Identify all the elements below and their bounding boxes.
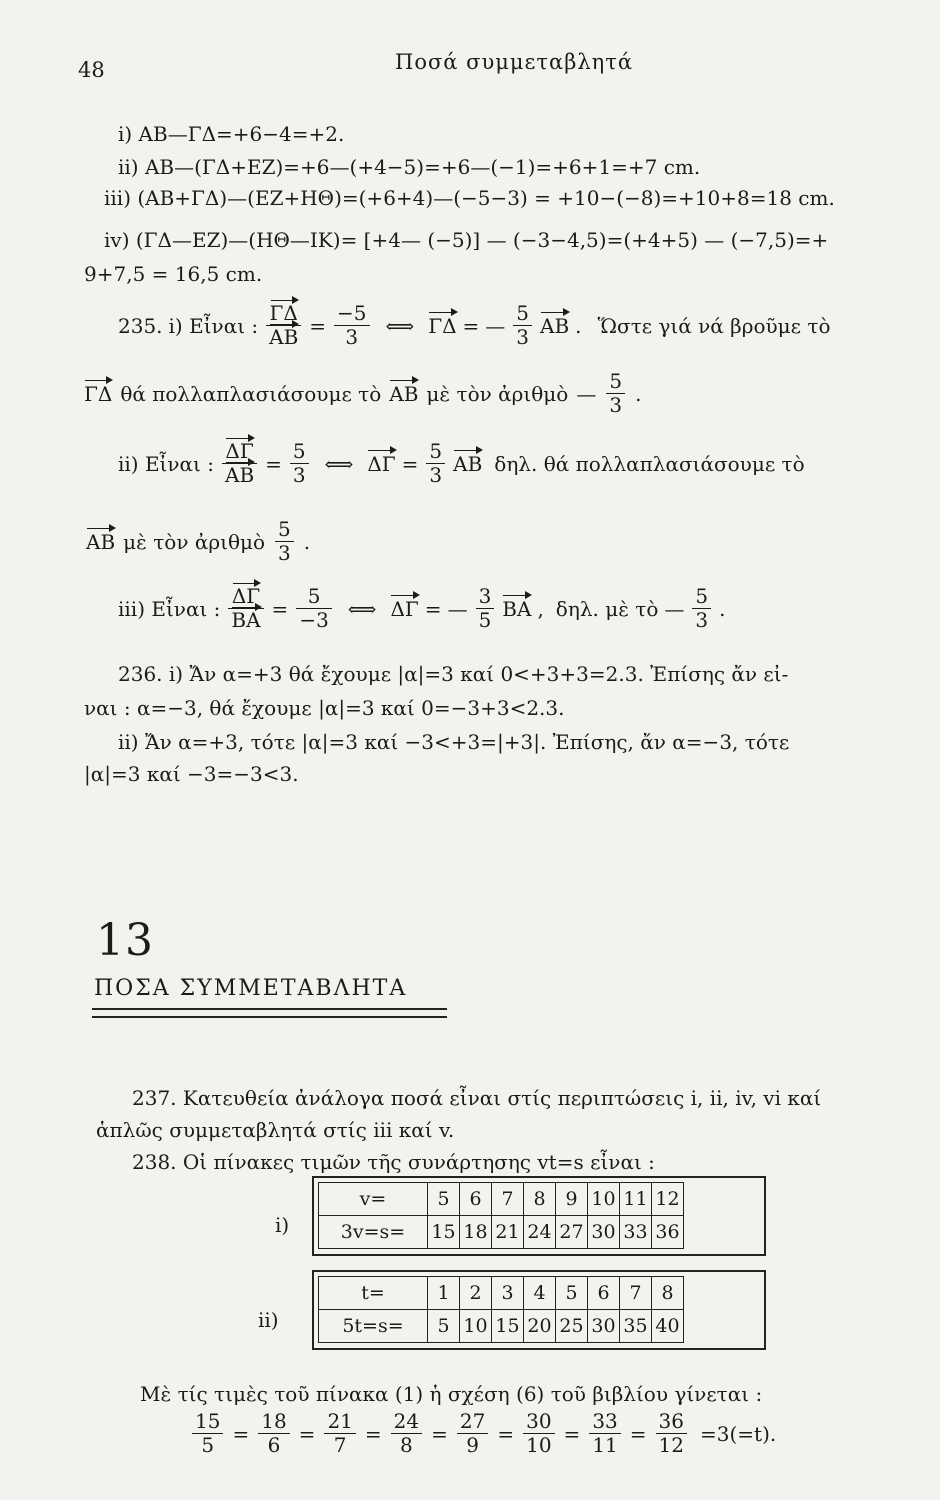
table-cell: 15 [428, 1216, 460, 1249]
ex235-i-prefix: i) Εἶναι : [168, 313, 259, 338]
fraction-5-3: $\frac{5}{3}$ [692, 585, 711, 632]
ex235-ii-cont: AB μὲ τὸν ἀριθμὸ $\frac{5}{3}$ . [86, 517, 311, 565]
chapter-title: ΠΟΣΑ ΣΥΜΜΕΤΑΒΛΗΤΑ [94, 976, 408, 1001]
table-head: 3v=s= [319, 1216, 428, 1249]
table-cell: 10 [588, 1183, 620, 1216]
ex235-iii-text1: δηλ. μὲ τὸ [555, 596, 659, 621]
ex236-i-text: i) Ἄν α=+3 θά ἔχουμε |α|=3 καί 0<+3+3=2.3. Ἐπίσης ἄν εἰ- [168, 662, 789, 686]
value-table-ii [318, 1276, 684, 1343]
table-cell: 35 [620, 1310, 652, 1343]
iff-symbol: ⟺ [385, 313, 415, 338]
fraction-3-5: $\frac{3}{5}$ [476, 585, 495, 632]
minus-sign: — [664, 596, 685, 621]
minus-sign: — [576, 381, 597, 406]
table-cell: 7 [620, 1277, 652, 1310]
ratio-chain: $\frac{15}{5}$ = $\frac{18}{6}$ = $\frac{21}{7}$ = $\frac{24}{8}$ = $\frac{27}{9}$ = $\frac{30}{10}$ = $\frac{33}{11}$ = $\frac{36}{12}$ =3(=t). [190, 1410, 776, 1457]
table-cell: 18 [460, 1216, 492, 1249]
ex235-label: 235. [118, 313, 163, 338]
vector-dg: ΔΓ [225, 439, 254, 463]
table-ii-label: ii) [258, 1308, 279, 1332]
page-number: 48 [78, 58, 105, 82]
equals-sign: = [271, 596, 289, 621]
fraction-5-3: $\frac{5}{3}$ [290, 440, 309, 487]
table-cell: 1 [428, 1277, 460, 1310]
table-cell: 40 [652, 1310, 684, 1343]
fraction-m5-3: $\frac{-5}{3}$ [334, 302, 369, 349]
equals-sign: = [401, 451, 419, 476]
ex238-intro-text: Οἱ πίνακες τιμῶν τῆς συνάρτησης vt=s εἶναι : [182, 1150, 655, 1174]
table-row [319, 1216, 684, 1249]
ex237-label: 237. [132, 1086, 177, 1110]
ex235-ii-text2: μὲ τὸν ἀριθμὸ [123, 529, 266, 554]
table-cell: 11 [620, 1183, 652, 1216]
vector-gd: ΓΔ [269, 301, 298, 325]
vector-dg: ΔΓ [231, 584, 261, 608]
equals-sign: = [462, 313, 480, 338]
fraction-dg-ba [228, 585, 263, 632]
ratio-fraction: $\frac{30}{10}$ [523, 1410, 554, 1457]
ex235-i-text3: μὲ τὸν ἀριθμὸ [426, 381, 569, 406]
ratio-result: =3(=t). [699, 1421, 777, 1446]
iff-symbol: ⟺ [324, 451, 354, 476]
vector-ab: AB [389, 381, 419, 406]
fraction-dg-ab [222, 440, 257, 487]
ex236-label: 236. [118, 662, 163, 686]
ex236-i-line1 [118, 662, 788, 686]
table-cell: 7 [492, 1183, 524, 1216]
ex235-i-text2: θά πολλαπλασιάσουμε τὸ [120, 381, 382, 406]
table-head: v= [319, 1183, 428, 1216]
table-cell: 21 [492, 1216, 524, 1249]
minus-sign: — [447, 596, 468, 621]
solution-line-i: i) AB—ΓΔ=+6−4=+2. [118, 122, 345, 146]
ratio-fraction: $\frac{27}{9}$ [457, 1410, 488, 1457]
table-row [319, 1310, 684, 1343]
solution-line-iv-cont: 9+7,5 = 16,5 cm. [84, 262, 263, 286]
ex237-text: Κατευθεία ἀνάλογα ποσά εἶναι στίς περιπτώσεις i, ii, iv, vi καί [182, 1086, 822, 1110]
fraction-gd-ab [266, 302, 301, 349]
ex235-i-text1: Ὥστε γιά νά βροῦμε τὸ [597, 313, 831, 338]
ratio-fraction: $\frac{21}{7}$ [324, 1410, 355, 1457]
table-head: 5t=s= [319, 1310, 428, 1343]
table-cell: 15 [492, 1310, 524, 1343]
table-cell: 6 [460, 1183, 492, 1216]
equals-sign: = [265, 451, 282, 476]
ex238-intro [132, 1150, 655, 1174]
vector-dg: ΔΓ [367, 451, 396, 476]
solution-line-iv: iv) (ΓΔ—EZ)—(HΘ—IK)= [+4— (−5)] — (−3−4,5)=(+4+5) — (−7,5)=+ [104, 228, 829, 252]
table-cell: 5 [556, 1277, 588, 1310]
table-cell: 20 [524, 1310, 556, 1343]
relation-text: Μὲ τίς τιμὲς τοῦ πίνακα (1) ἡ σχέση (6) τοῦ βιβλίου γίνεται : [140, 1382, 763, 1406]
ex237-line1 [132, 1086, 821, 1110]
vector-ab: AB [453, 451, 483, 476]
table-cell: 30 [588, 1310, 620, 1343]
vector-dg: ΔΓ [390, 596, 419, 621]
chapter-underline-2 [92, 1016, 447, 1018]
running-title: Ποσά συμμεταβλητά [395, 50, 634, 74]
equals-sign: = [309, 313, 327, 338]
ratio-fraction: $\frac{24}{8}$ [391, 1410, 422, 1457]
ex237-line2: ἁπλῶς συμμεταβλητά στίς iii καί v. [96, 1118, 455, 1142]
table-cell: 3 [492, 1277, 524, 1310]
ratio-fraction: $\frac{18}{6}$ [258, 1410, 289, 1457]
ratio-fraction: $\frac{36}{12}$ [656, 1410, 687, 1457]
ex235-i: 235. i) Εἶναι : $\frac{\Gamma\Delta}{AB}$ = $\frac{-5}{3}$ ⟺ ΓΔ = — $\frac{5}{3}$ AB . Ὥστε γιά νά βροῦμε τὸ [118, 301, 831, 349]
vector-ba: BA [502, 596, 532, 621]
table-cell: 8 [652, 1277, 684, 1310]
ex236-ii-line1: ii) Ἄν α=+3, τότε |α|=3 καί −3<+3=|+3|. Ἐπίσης, ἄν α=−3, τότε [118, 730, 790, 754]
vector-ab: AB [225, 463, 255, 487]
vector-gd: ΓΔ [428, 313, 457, 338]
vector-gd: ΓΔ [84, 381, 113, 406]
chapter-number: 13 [96, 915, 154, 966]
fraction-5-3: $\frac{5}{3}$ [606, 370, 625, 417]
vector-ba: BA [231, 608, 261, 632]
vector-ab: AB [269, 325, 299, 349]
ex238-label: 238. [132, 1150, 177, 1174]
table-cell: 12 [652, 1183, 684, 1216]
fraction-5-3: $\frac{5}{3}$ [275, 518, 294, 565]
table-cell: 5 [428, 1310, 460, 1343]
table-cell: 8 [524, 1183, 556, 1216]
table-cell: 5 [428, 1183, 460, 1216]
table-cell: 30 [588, 1216, 620, 1249]
fraction-5-m3: $\frac{5}{-3}$ [296, 585, 331, 632]
table-cell: 27 [556, 1216, 588, 1249]
ex235-ii [118, 440, 805, 487]
table-row [319, 1277, 684, 1310]
table-row [319, 1183, 684, 1216]
chapter-underline [92, 1008, 447, 1010]
ex236-ii-line2: |α|=3 καί −3=−3<3. [84, 762, 299, 786]
table-cell: 2 [460, 1277, 492, 1310]
value-table-i [318, 1182, 684, 1249]
solution-line-ii: ii) AB—(ΓΔ+EZ)=+6—(+4−5)=+6—(−1)=+6+1=+7 cm. [118, 155, 701, 179]
fraction-5-3: $\frac{5}{3}$ [513, 302, 532, 349]
ex235-iii-prefix: iii) Εἶναι : [118, 596, 221, 621]
ex235-ii-text1: δηλ. θά πολλαπλασιάσουμε τὸ [494, 451, 805, 476]
vector-ab: AB [86, 529, 116, 554]
table-cell: 33 [620, 1216, 652, 1249]
minus-sign: — [485, 313, 506, 338]
table-cell: 36 [652, 1216, 684, 1249]
vector-ab: AB [540, 313, 570, 338]
table-cell: 25 [556, 1310, 588, 1343]
ex236-i-line2: ναι : α=−3, θά ἔχουμε |α|=3 καί 0=−3+3<2.3. [84, 696, 565, 720]
table-cell: 6 [588, 1277, 620, 1310]
ratio-fraction: $\frac{33}{11}$ [589, 1410, 620, 1457]
table-cell: 10 [460, 1310, 492, 1343]
ratio-fraction: $\frac{15}{5}$ [192, 1410, 223, 1457]
table-cell: 4 [524, 1277, 556, 1310]
table-i-label: i) [275, 1213, 290, 1237]
solution-line-iii: iii) (AB+ΓΔ)—(EZ+HΘ)=(+6+4)—(−5−3) = +10−(−8)=+10+8=18 cm. [104, 186, 835, 210]
table-cell: 9 [556, 1183, 588, 1216]
equals-sign: = [424, 596, 442, 621]
table-cell: 24 [524, 1216, 556, 1249]
ex235-iii: iii) Εἶναι : $\frac{\Delta\Gamma}{BA}$ = $\frac{5}{-3}$ ⟺ ΔΓ = — $\frac{3}{5}$ BA , δηλ. μὲ τὸ — $\frac{5}{3}$ . [118, 584, 726, 632]
fraction-5-3: $\frac{5}{3}$ [426, 440, 445, 487]
table-head: t= [319, 1277, 428, 1310]
ex235-i-cont: ΓΔ θά πολλαπλασιάσουμε τὸ AB μὲ τὸν ἀριθμὸ — $\frac{5}{3}$ . [84, 369, 642, 417]
iff-symbol: ⟺ [347, 596, 377, 621]
ex235-ii-prefix: ii) Εἶναι : [118, 451, 214, 476]
